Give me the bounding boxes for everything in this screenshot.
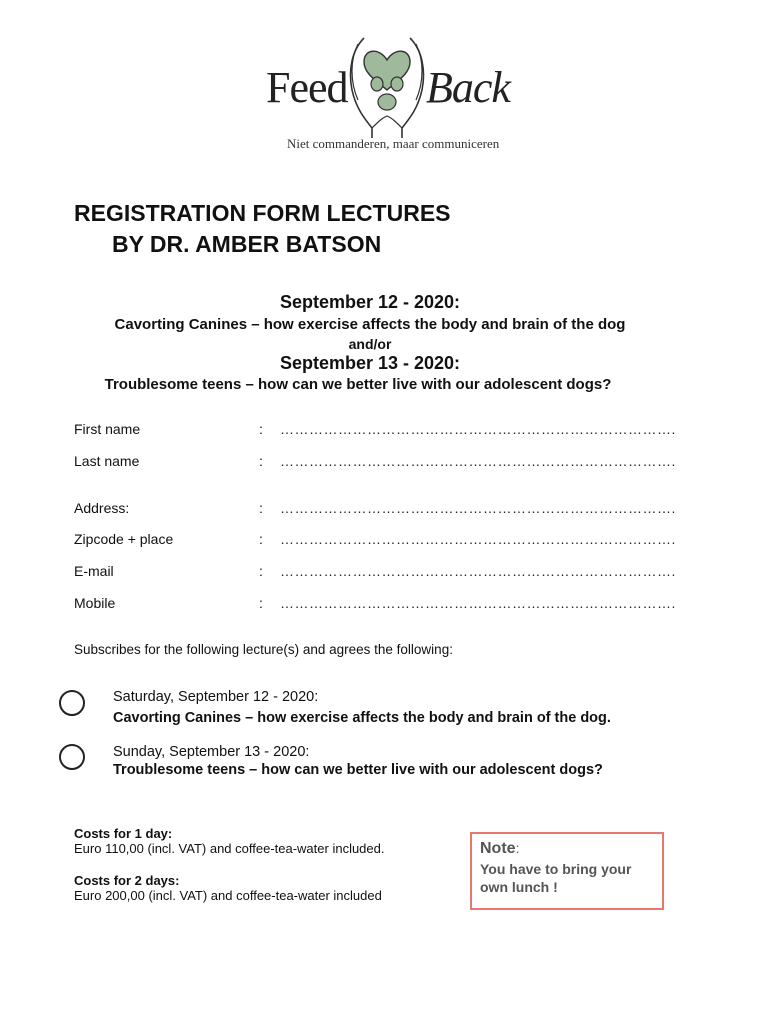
mobile-field[interactable]: ………………………………………………………………………. (280, 595, 676, 611)
field-colon: : (259, 563, 263, 579)
email-field[interactable]: ………………………………………………………………………. (280, 563, 676, 579)
lecture-desc-1: Cavorting Canines – how exercise affects the body and brain of the dog (114, 316, 626, 333)
lecture-1-radio[interactable] (59, 690, 85, 716)
address-field[interactable]: ………………………………………………………………………. (280, 500, 676, 516)
lecture-date-2: September 13 - 2020: (279, 353, 461, 373)
field-colon: : (259, 500, 263, 516)
lecture-2-radio[interactable] (59, 744, 85, 770)
last-name-field[interactable]: ………………………………………………………………………. (280, 453, 676, 469)
field-label-address: Address: (74, 500, 130, 516)
field-label-zipcode: Zipcode + place (74, 531, 174, 547)
cost-one-day-heading: Costs for 1 day: (74, 826, 173, 841)
subscribe-text: Subscribes for the following lecture(s) and agrees the following: (74, 642, 453, 657)
field-colon: : (259, 453, 263, 469)
cost-two-days-heading: Costs for 2 days: (74, 873, 180, 888)
cost-two-days-text: Euro 200,00 (incl. VAT) and coffee-tea-water included (74, 888, 382, 903)
field-label-mobile: Mobile (74, 595, 116, 611)
option-2-day: Sunday, September 13 - 2020: (113, 744, 310, 760)
field-label-first-name: First name (74, 421, 141, 437)
note-box (470, 832, 664, 910)
note-title: Note (480, 840, 516, 857)
lecture-desc-2: Troublesome teens – how can we better live with our adolescent dogs? (104, 376, 612, 393)
feedback-logo (262, 30, 522, 155)
lecture-date-1: September 12 - 2020: (279, 292, 461, 312)
field-colon: : (259, 595, 263, 611)
first-name-field[interactable]: ………………………………………………………………………. (280, 421, 676, 437)
logo-word-feed: Feed (266, 63, 348, 112)
note-colon: : (515, 840, 520, 856)
logo-word-back: Back (426, 63, 510, 112)
option-1-desc: Cavorting Canines – how exercise affects the body and brain of the dog. (113, 710, 611, 726)
note-text: You have to bring your own lunch ! (480, 861, 632, 895)
title-line-1: REGISTRATION FORM LECTURES (74, 200, 451, 226)
option-1-day: Saturday, September 12 - 2020: (113, 689, 319, 705)
title-line-2: BY DR. AMBER BATSON (112, 231, 382, 257)
paw-heart-hands-icon (342, 30, 432, 140)
field-colon: : (259, 531, 263, 547)
cost-one-day-text: Euro 110,00 (incl. VAT) and coffee-tea-water included. (74, 841, 385, 856)
lecture-andor: and/or (348, 336, 392, 352)
field-label-email: E-mail (74, 563, 114, 579)
field-colon: : (259, 421, 263, 437)
logo-tagline: Niet commanderen, maar communiceren (287, 136, 500, 151)
field-label-last-name: Last name (74, 453, 140, 469)
zipcode-field[interactable]: ………………………………………………………………………. (280, 531, 676, 547)
option-2-desc: Troublesome teens – how can we better live with our adolescent dogs? (113, 762, 603, 778)
form-title (74, 198, 451, 260)
